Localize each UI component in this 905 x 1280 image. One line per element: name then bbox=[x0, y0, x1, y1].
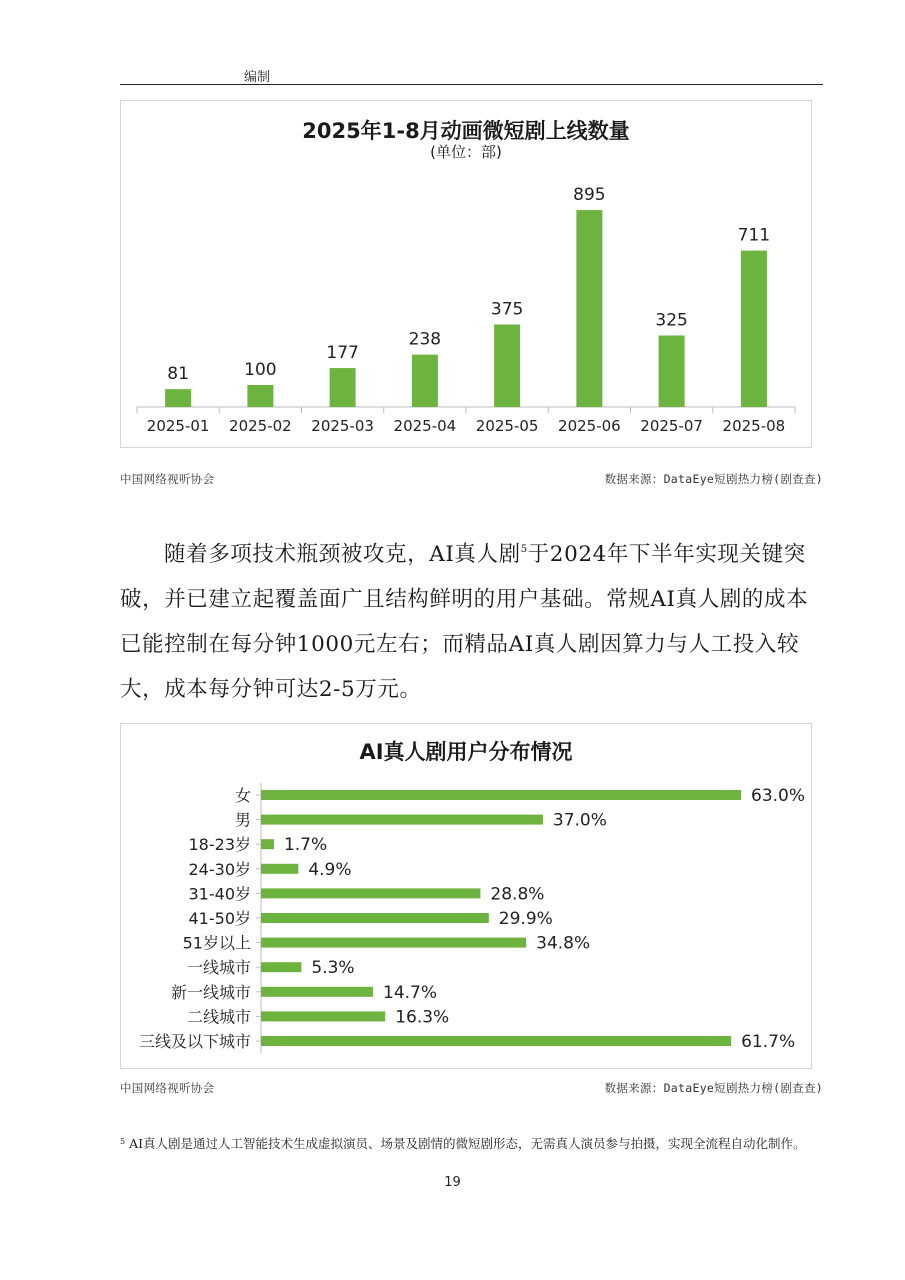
x-tick-label: 2025-07 bbox=[640, 417, 703, 435]
bar bbox=[330, 368, 356, 407]
bar bbox=[261, 888, 480, 898]
category-label: 51岁以上 bbox=[182, 933, 251, 953]
category-label: 31-40岁 bbox=[188, 884, 251, 904]
paragraph-text-b: 于2024年下半年实现关键突破，并已建立起覆盖面广且结构鲜明的用户基础。常规AI真人剧的成本已能控制在每分钟1000元左右；而精品AI真人剧因算力与人工投入较大，成本每分钟可达2-5万元。 bbox=[120, 542, 809, 702]
category-label: 41-50岁 bbox=[188, 909, 251, 928]
bar bbox=[261, 1036, 731, 1046]
data-label: 14.7% bbox=[383, 982, 438, 1003]
bar bbox=[261, 790, 741, 800]
chart-title: 2025年1-8月动画微短剧上线数量 bbox=[302, 119, 630, 143]
bar bbox=[412, 355, 438, 407]
data-label: 895 bbox=[573, 185, 606, 206]
footnote-text: AI真人剧是通过人工智能技术生成虚拟演员、场景及剧情的微短剧形态，无需真人演员参与拍摄，实现全流程自动化制作。 bbox=[129, 1136, 806, 1151]
data-label: 1.7% bbox=[283, 835, 328, 856]
bar bbox=[247, 385, 273, 407]
bar bbox=[261, 1011, 385, 1021]
bar bbox=[261, 913, 489, 923]
data-label: 63.0% bbox=[751, 786, 806, 806]
x-tick-label: 2025-05 bbox=[475, 417, 539, 435]
data-label: 375 bbox=[490, 299, 524, 320]
data-label: 37.0% bbox=[552, 810, 607, 831]
bar bbox=[659, 336, 685, 408]
bar bbox=[261, 839, 274, 849]
x-tick-label: 2025-02 bbox=[229, 417, 292, 435]
footnote-mark: 5 bbox=[120, 1137, 126, 1146]
chart1-source-left: 中国网络视听协会 bbox=[120, 472, 215, 486]
bar bbox=[165, 389, 191, 407]
category-label: 女 bbox=[234, 786, 251, 805]
chart-title: AI真人剧用户分布情况 bbox=[359, 740, 573, 764]
body-paragraph bbox=[120, 532, 825, 712]
category-label: 一线城市 bbox=[186, 958, 251, 978]
footnote bbox=[120, 1134, 825, 1153]
x-tick-label: 2025-01 bbox=[146, 417, 210, 435]
category-label: 新一线城市 bbox=[170, 982, 251, 1002]
data-label: 238 bbox=[408, 329, 442, 350]
bar bbox=[261, 815, 543, 825]
data-label: 5.3% bbox=[311, 958, 355, 979]
bar bbox=[261, 962, 301, 972]
paragraph-text-a: 随着多项技术瓶颈被攻克，AI真人剧 bbox=[164, 542, 521, 567]
page-number: 19 bbox=[444, 1175, 461, 1190]
running-header: 编制 bbox=[244, 70, 271, 85]
chart-user-distribution bbox=[120, 723, 812, 1069]
x-tick-label: 2025-08 bbox=[722, 417, 786, 435]
bar bbox=[741, 251, 767, 407]
chart-release-count bbox=[120, 100, 812, 448]
data-label: 325 bbox=[655, 310, 688, 331]
hbar-chart-svg bbox=[121, 724, 811, 1068]
data-label: 16.3% bbox=[395, 1007, 450, 1028]
category-label: 24-30岁 bbox=[188, 859, 251, 879]
bar bbox=[261, 938, 526, 948]
bar bbox=[261, 864, 298, 874]
data-label: 34.8% bbox=[536, 933, 591, 954]
data-label: 81 bbox=[167, 364, 189, 385]
x-tick-label: 2025-03 bbox=[311, 417, 374, 435]
category-label: 18-23岁 bbox=[188, 835, 251, 855]
data-label: 28.8% bbox=[490, 884, 545, 905]
data-label: 4.9% bbox=[308, 859, 352, 880]
category-label: 二线城市 bbox=[186, 1007, 251, 1027]
data-label: 177 bbox=[326, 343, 359, 364]
bar bbox=[576, 210, 602, 407]
bar bbox=[494, 325, 520, 408]
data-label: 29.9% bbox=[498, 909, 553, 929]
chart1-source-right: 数据来源：DataEye短剧热力榜(剧查查) bbox=[604, 472, 823, 486]
chart-subtitle: (单位：部) bbox=[430, 143, 502, 161]
footnote-ref[interactable]: 5 bbox=[520, 544, 528, 555]
data-label: 711 bbox=[737, 225, 771, 246]
bar bbox=[261, 987, 373, 997]
category-label: 三线及以下城市 bbox=[138, 1032, 251, 1051]
chart2-source-left: 中国网络视听协会 bbox=[120, 1081, 215, 1095]
category-label: 男 bbox=[234, 810, 251, 830]
chart2-source-right: 数据来源：DataEye短剧热力榜(剧查查) bbox=[604, 1081, 823, 1095]
header-rule bbox=[120, 84, 823, 85]
data-label: 100 bbox=[244, 360, 277, 380]
x-tick-label: 2025-04 bbox=[393, 417, 457, 435]
data-label: 61.7% bbox=[741, 1032, 796, 1052]
x-tick-label: 2025-06 bbox=[558, 417, 621, 435]
bar-chart-svg bbox=[121, 101, 811, 447]
